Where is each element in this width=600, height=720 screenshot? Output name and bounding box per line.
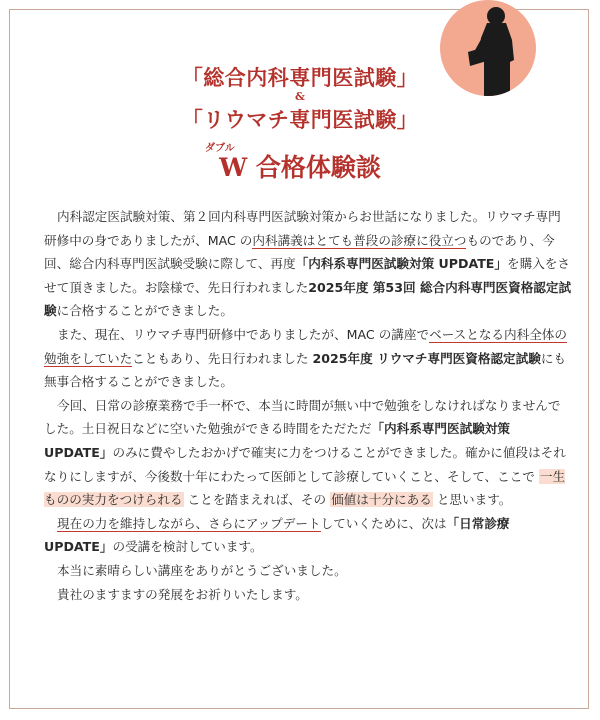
bold-text: 「内科系専門医試験対策 UPDATE」 [295,256,508,272]
text-segment: 今回、日常の診療業務で手一杯で、本当に時間が無い中で勉強をしなければなりませんでした。土日祝日などに空いた勉強ができる時間をただただ [44,397,561,437]
text-segment: のみに費やしたおかげで確実に力をつけることができました。確かに値段はそれなりにしますが、今後数十年にわたって医師として診療していくこと、そして、ここで [44,444,566,484]
underlined-text: 内科講義はとても普段の診療に役立つ [252,232,467,248]
paragraph [44,512,572,559]
paragraph [44,583,572,607]
text-segment: 貴社のますますの発展をお祈りいたします。 [57,586,308,602]
text-segment: 内科認定医試験対策、第２回内科専門医試験対策からお世話になりました。リウマチ専門研修中の身でありましたが、MAC の [44,209,561,248]
title-ruby: ダブル [205,143,235,154]
title-line-3: W 合格体験談 [219,153,381,182]
title-ampersand: & [295,90,305,103]
text-segment: ものであり、今回、総合内科専門医試験受験に際して、再度 [44,232,555,272]
highlighted-text: 価値は十分にある [331,492,432,508]
paragraph [44,205,572,323]
text-segment: にも無事合格することができました。 [44,350,567,390]
text-segment: ことを踏まえれば、その [183,492,331,508]
paragraph [44,559,572,583]
text-segment: と思います。 [432,492,512,508]
bold-text: 「内科系専門医試験対策 UPDATE」 [44,421,510,460]
underlined-text: ベースとなる内科全体の勉強をしていた [44,326,567,366]
text-segment: していくために、次は [320,515,447,531]
text-segment: に合格することができました。 [56,303,233,319]
bold-text: 「日常診療 UPDATE」 [44,515,510,555]
text-segment: を購入をさせて頂きました。お陰様で、先日行われました [44,256,570,295]
text-segment: こともあり、先日行われました [132,350,313,366]
text-segment: の受講を検討しています。 [112,539,263,555]
title-line-2: 「リウマチ専門医試験」 [181,107,419,132]
testimonial-body [44,205,572,606]
paragraph [44,394,572,512]
paragraph [44,323,572,394]
highlighted-text: 一生ものの実力をつけられる [44,468,566,508]
bold-text: 2025年度 リウマチ専門医資格認定試験 [312,350,541,366]
title-line-1: 「総合内科専門医試験」 [181,65,419,90]
bold-text: 2025年度 第53回 総合内科専門医資格認定試験 [44,279,572,319]
text-segment: 本当に素晴らしい講座をありがとうございました。 [57,562,347,578]
text-segment: また、現在、リウマチ専門研修中でありましたが、MAC の講座で [57,326,430,342]
underlined-text: 現在の力を維持しながら、さらにアップデート [57,515,321,531]
